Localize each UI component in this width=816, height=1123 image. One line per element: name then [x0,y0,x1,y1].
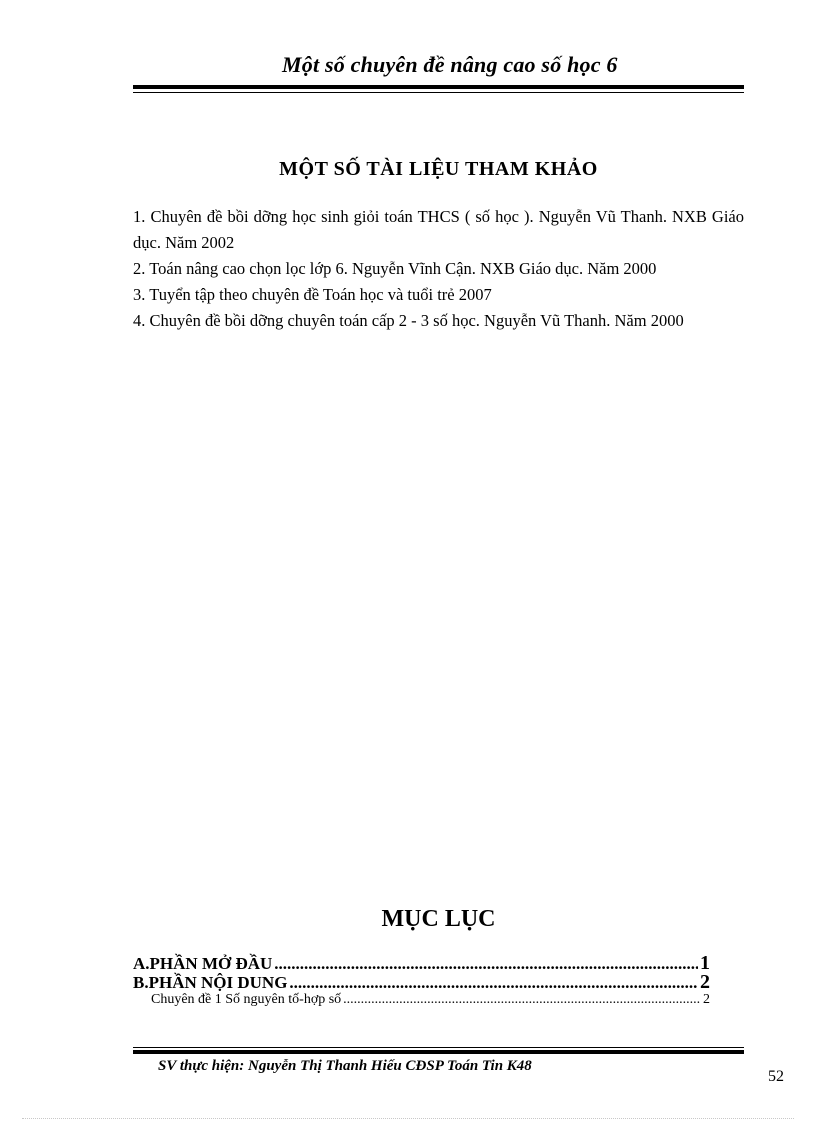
reference-item: 3. Tuyển tập theo chuyên đề Toán học và tuổi trẻ 2007 [133,285,492,304]
toc-entry-label: B.PHẦN NỘI DUNG [133,973,288,992]
toc-subentry[interactable] [151,992,710,1008]
reference-item: 1. Chuyên đề bồi dỡng học sinh giỏi toán THCS ( số học ). Nguyễn Vũ Thanh. NXB Giáo dục. Năm 2002 [133,207,744,252]
footer-rule-thin [133,1047,744,1048]
toc-title: MỤC LỤC [381,906,496,932]
reference-item: 2. Toán nâng cao chọn lọc lớp 6. Nguyễn Vĩnh Cận. NXB Giáo dục. Năm 2000 [133,259,657,278]
reference-item: 4. Chuyên đề bồi dỡng chuyên toán cấp 2 - 3 số học. Nguyễn Vũ Thanh. Năm 2000 [133,311,684,330]
toc-entry-label: Chuyên đề 1 Số nguyên tố-hợp số [151,992,342,1007]
toc-entry-page: 2 [700,971,710,993]
references-list [133,204,744,334]
toc-leader-dots [289,973,698,993]
footer-rule-thick [133,1050,744,1054]
toc-entry-label: A.PHẦN MỞ ĐẦU [133,954,273,973]
toc-leader-dots [343,992,701,1008]
toc-entry[interactable] [133,971,710,994]
page-bottom-dotted-border [22,1118,794,1119]
header-rule-thick [133,85,744,89]
footer-author: SV thực hiện: Nguyễn Thị Thanh Hiếu CĐSP Toán Tin K48 [158,1058,532,1074]
header-title: Một số chuyên đề nâng cao số học 6 [282,52,618,77]
page-number: 52 [768,1068,784,1085]
references-title: MỘT SỐ TÀI LIỆU THAM KHẢO [279,158,598,180]
toc-entry-page: 2 [703,992,710,1007]
header-rule-thin [133,92,744,93]
toc-entry-page: 1 [700,952,710,974]
